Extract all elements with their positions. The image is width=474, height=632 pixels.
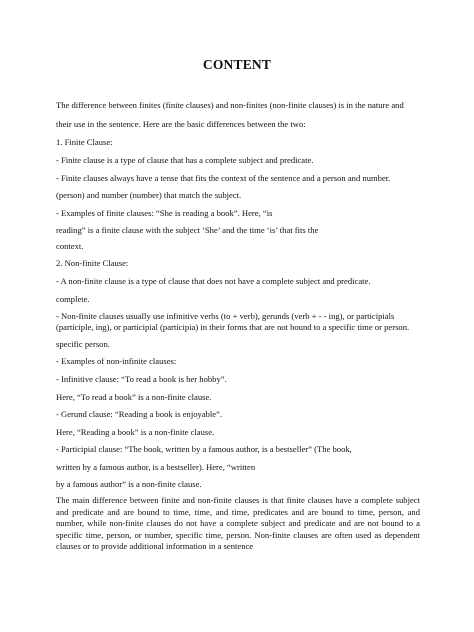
body-line: - Finite clause is a type of clause that has a complete subject and predicate.: [56, 155, 314, 165]
section-heading-non-finite: 2. Non-finite Clause:: [56, 258, 129, 268]
body-line: The difference between finites (finite clauses) and non-finites (non-finite clauses) is in the nature and: [56, 100, 404, 110]
body-line: by a famous author” is a non-finite clause.: [56, 479, 202, 489]
section-heading-finite: 1. Finite Clause:: [56, 137, 113, 147]
page-title: CONTENT: [202, 57, 272, 72]
body-line: (person) and number (number) that match the subject.: [56, 190, 242, 200]
body-line: Here, “Reading a book” is a non-finite clause.: [56, 427, 215, 437]
body-line: - Examples of non-infinite clauses:: [56, 356, 177, 366]
body-line: complete.: [56, 294, 90, 304]
body-line: - Non-finite clauses usually use infinitive verbs (to + verb), gerunds (verb + - - ing), or participials: [56, 311, 395, 321]
body-line: specific person.: [56, 339, 110, 349]
closing-paragraph: The main difference between finite and non-finite clauses is that finite clauses have a complete subject and predicate and are bound to time, time, and time, predicates and are bound to time, person, and number, while non-finite clauses do not have a complete subject and predicate and are not bound to a specific time, person, or number, specific time, person. Non-finite clauses are often used as dependent clauses or to provide additional information in a sentence: [56, 495, 420, 552]
body-line: their use in the sentence. Here are the basic differences between the two:: [56, 119, 306, 129]
body-line: - A non-finite clause is a type of clause that does not have a complete subject and predicate.: [56, 276, 371, 286]
body-line: context.: [56, 241, 84, 251]
body-line: - Examples of finite clauses: “She is reading a book”. Here, “is: [56, 208, 273, 218]
body-line: Here, “To read a book” is a non-finite clause.: [56, 392, 212, 402]
body-line: - Finite clauses always have a tense that fits the context of the sentence and a person and number.: [56, 173, 391, 183]
body-line: written by a famous author, is a bestseller). Here, “written: [56, 462, 256, 472]
body-line: (participle, ing), or participial (participia) in their forms that are not bound to a specific time or person.: [56, 322, 410, 332]
body-line: - Gerund clause: “Reading a book is enjoyable”.: [56, 409, 223, 419]
body-line: - Participial clause: “The book, written by a famous author, is a bestseller” (The book,: [56, 444, 352, 454]
body-line: - Infinitive clause: “To read a book is her hobby”.: [56, 374, 227, 384]
body-line: reading” is a finite clause with the subject ‘She’ and the time ‘is’ that fits the: [56, 225, 319, 235]
